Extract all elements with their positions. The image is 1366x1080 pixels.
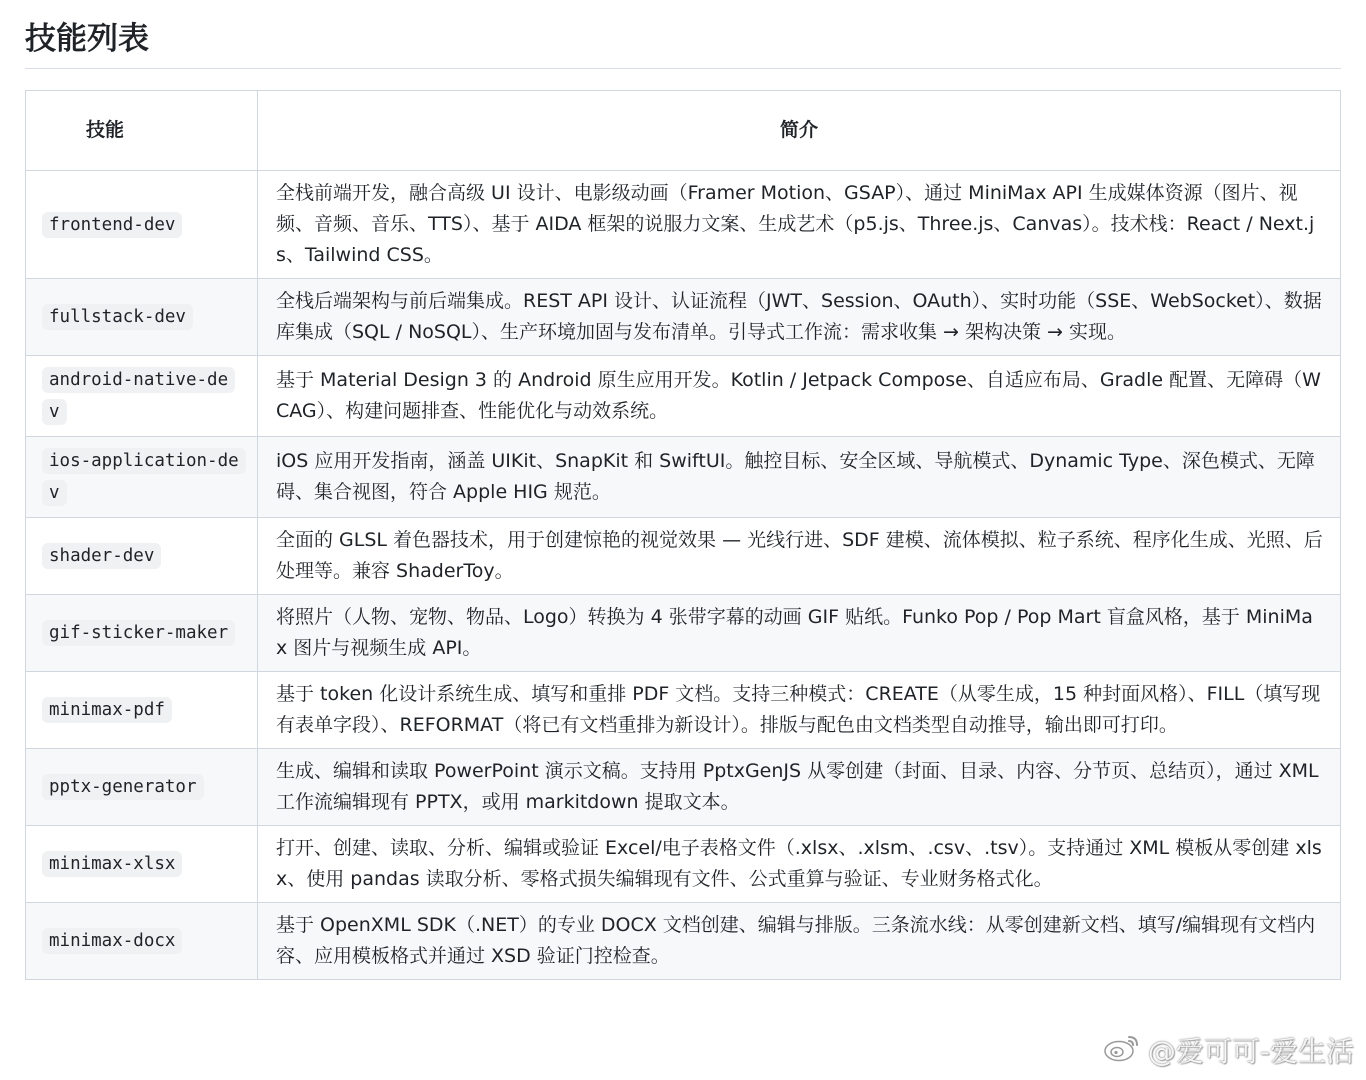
description-cell: 将照片（人物、宠物、物品、Logo）转换为 4 张带字幕的动画 GIF 贴纸。Funko Pop / Pop Mart 盲盒风格，基于 MiniMax 图片与视频生成 API。 — [258, 595, 1341, 672]
skill-name: shader-dev — [42, 543, 161, 569]
description-cell: iOS 应用开发指南，涵盖 UIKit、SnapKit 和 SwiftUI。触控目标、安全区域、导航模式、Dynamic Type、深色模式、无障碍、集合视图，符合 Apple HIG 规范。 — [258, 437, 1341, 518]
skill-cell — [26, 826, 258, 903]
skill-cell — [26, 356, 258, 437]
table-header-row — [26, 91, 1341, 171]
table-row — [26, 437, 1341, 518]
header-skill-label: 技能 — [85, 119, 124, 141]
header-description: 简介 — [258, 91, 1341, 171]
description-cell: 打开、创建、读取、分析、编辑或验证 Excel/电子表格文件（.xlsx、.xlsm、.csv、.tsv）。支持通过 XML 模板从零创建 xlsx、使用 pandas 读取分析、零格式损失编辑现有文件、公式重算与验证、专业财务格式化。 — [258, 826, 1341, 903]
page-title: 技能列表 — [25, 21, 149, 57]
header-skill — [26, 91, 258, 171]
skill-cell — [26, 672, 258, 749]
skill-cell — [26, 595, 258, 672]
table-row — [26, 903, 1341, 980]
table-row — [26, 356, 1341, 437]
watermark — [1102, 1030, 1354, 1070]
skill-name: minimax-xlsx — [42, 851, 182, 877]
title-divider — [25, 68, 1341, 69]
description-cell: 生成、编辑和读取 PowerPoint 演示文稿。支持用 PptxGenJS 从零创建（封面、目录、内容、分节页、总结页），通过 XML 工作流编辑现有 PPTX，或用 markitdown 提取文本。 — [258, 749, 1341, 826]
description-cell: 全栈前端开发，融合高级 UI 设计、电影级动画（Framer Motion、GSAP）、通过 MiniMax API 生成媒体资源（图片、视频、音频、音乐、TTS）、基于 AIDA 框架的说服力文案、生成艺术（p5.js、Three.js、Canvas）。技术栈：React / Next.js、Tailwind CSS。 — [258, 171, 1341, 279]
skill-cell — [26, 171, 258, 279]
table-row — [26, 595, 1341, 672]
skill-cell — [26, 518, 258, 595]
skill-name: pptx-generator — [42, 774, 204, 800]
skill-cell — [26, 903, 258, 980]
weibo-logo-icon — [1102, 1031, 1142, 1070]
skill-cell — [26, 749, 258, 826]
watermark-text: @爱可可-爱生活 — [1147, 1035, 1354, 1068]
description-cell: 基于 token 化设计系统生成、填写和重排 PDF 文档。支持三种模式：CREATE（从零生成，15 种封面风格）、FILL（填写现有表单字段）、REFORMAT（将已有文档重排为新设计）。排版与配色由文档类型自动推导，输出即可打印。 — [258, 672, 1341, 749]
skill-name: gif-sticker-maker — [42, 620, 235, 646]
skill-name: frontend-dev — [42, 212, 182, 238]
table-row — [26, 171, 1341, 279]
skill-name: android-native-dev — [42, 367, 235, 425]
skill-name: minimax-docx — [42, 928, 182, 954]
skill-name: minimax-pdf — [42, 697, 172, 723]
description-cell: 基于 Material Design 3 的 Android 原生应用开发。Kotlin / Jetpack Compose、自适应布局、Gradle 配置、无障碍（WCAG）、构建问题排查、性能优化与动效系统。 — [258, 356, 1341, 437]
table-row — [26, 672, 1341, 749]
skills-table — [25, 90, 1341, 980]
description-cell: 全栈后端架构与前后端集成。REST API 设计、认证流程（JWT、Session、OAuth）、实时功能（SSE、WebSocket）、数据库集成（SQL / NoSQL）、生产环境加固与发布清单。引导式工作流：需求收集 → 架构决策 → 实现。 — [258, 279, 1341, 356]
skill-name: fullstack-dev — [42, 304, 193, 330]
description-cell: 全面的 GLSL 着色器技术，用于创建惊艳的视觉效果 — 光线行进、SDF 建模、流体模拟、粒子系统、程序化生成、光照、后处理等。兼容 ShaderToy。 — [258, 518, 1341, 595]
skill-name: ios-application-dev — [42, 448, 246, 506]
description-cell: 基于 OpenXML SDK（.NET）的专业 DOCX 文档创建、编辑与排版。三条流水线：从零创建新文档、填写/编辑现有文档内容、应用模板格式并通过 XSD 验证门控检查。 — [258, 903, 1341, 980]
table-row — [26, 749, 1341, 826]
table-row — [26, 826, 1341, 903]
skill-cell — [26, 437, 258, 518]
table-row — [26, 518, 1341, 595]
table-row — [26, 279, 1341, 356]
skill-cell — [26, 279, 258, 356]
